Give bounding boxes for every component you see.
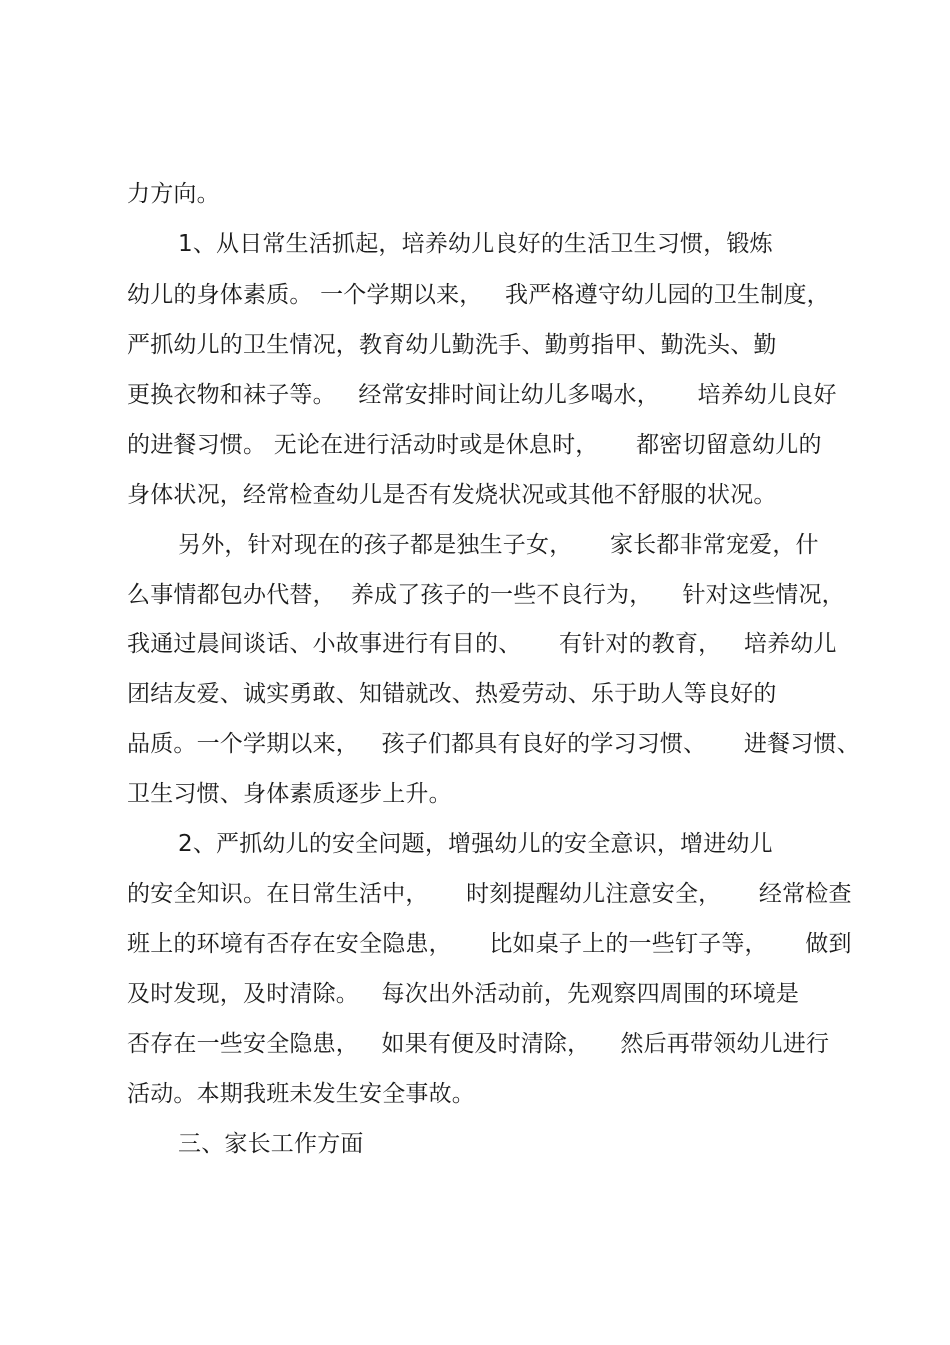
text-line: 的进餐习惯。 无论在进行活动时或是休息时， 都密切留意幼儿的 (127, 432, 822, 458)
text-line: 么事情都包办代替， 养成了孩子的一些不良行为， 针对这些情况， (127, 582, 845, 608)
text-line: 品质。一个学期以来， 孩子们都具有良好的学习习惯、 进餐习惯、 (127, 731, 860, 757)
section-heading: 三、家长工作方面 (178, 1131, 364, 1157)
text-line: 力方向。 (127, 181, 220, 207)
text-line: 身体状况，经常检查幼儿是否有发烧状况或其他不舒服的状况。 (127, 482, 777, 508)
text-line: 幼儿的身体素质。 一个学期以来， 我严格遵守幼儿园的卫生制度， (127, 282, 830, 308)
text-line: 2、严抓幼儿的安全问题，增强幼儿的安全意识，增进幼儿 (178, 831, 773, 857)
text-line: 卫生习惯、身体素质逐步上升。 (127, 781, 452, 807)
text-line: 另外，针对现在的孩子都是独生子女， 家长都非常宠爱，什 (178, 532, 819, 558)
text-line: 的安全知识。在日常生活中， 时刻提醒幼儿注意安全， 经常检查 (127, 881, 852, 907)
text-line: 团结友爱、诚实勇敢、知错就改、热爱劳动、乐于助人等良好的 (127, 681, 777, 707)
text-line: 班上的环境有否存在安全隐患， 比如桌子上的一些钉子等， 做到 (127, 931, 852, 957)
text-line: 及时发现，及时清除。 每次出外活动前，先观察四周围的环境是 (127, 981, 800, 1007)
text-line: 更换衣物和袜子等。 经常安排时间让幼儿多喝水， 培养幼儿良好 (127, 382, 837, 408)
text-line: 严抓幼儿的卫生情况，教育幼儿勤洗手、勤剪指甲、勤洗头、勤 (127, 332, 777, 358)
text-line: 否存在一些安全隐患， 如果有便及时清除， 然后再带领幼儿进行 (127, 1031, 830, 1057)
text-line: 我通过晨间谈话、小故事进行有目的、 有针对的教育， 培养幼儿 (127, 631, 837, 657)
text-line: 1、从日常生活抓起，培养幼儿良好的生活卫生习惯，锻炼 (178, 231, 773, 257)
text-line: 活动。本期我班未发生安全事故。 (127, 1081, 475, 1107)
